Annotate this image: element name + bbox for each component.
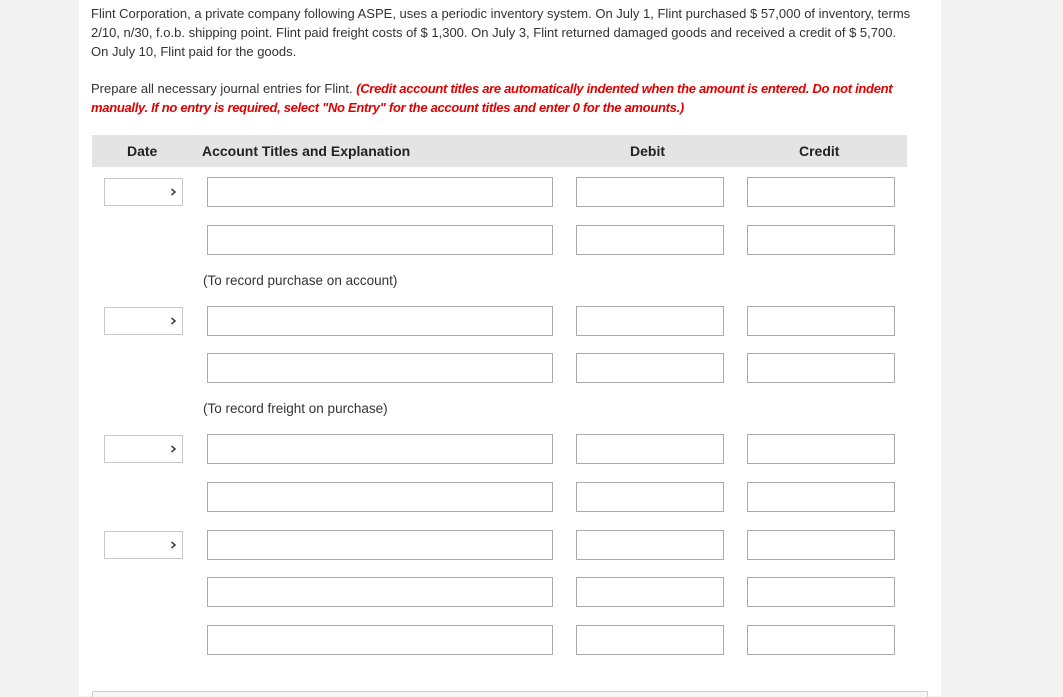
credit-input-2-1[interactable] [747, 306, 895, 336]
credit-input-1-1[interactable] [747, 177, 895, 207]
credit-input-3-2[interactable] [747, 482, 895, 512]
debit-input-2-2[interactable] [576, 353, 724, 383]
account-title-input-3-1[interactable] [207, 434, 553, 464]
journal-table-header [92, 135, 907, 167]
credit-input-2-2[interactable] [747, 353, 895, 383]
account-title-input-1-1[interactable] [207, 177, 553, 207]
account-title-input-2-1[interactable] [207, 306, 553, 336]
account-title-input-2-2[interactable] [207, 353, 553, 383]
instructions [91, 79, 931, 117]
chevron-down-icon [170, 443, 177, 455]
header-credit: Credit [799, 143, 840, 159]
debit-input-1-1[interactable] [576, 177, 724, 207]
debit-input-4-3[interactable] [576, 625, 724, 655]
entry-note-1: (To record purchase on account) [203, 273, 398, 288]
credit-input-4-2[interactable] [747, 577, 895, 607]
entry-note-2: (To record freight on purchase) [203, 401, 388, 416]
instructions-lead: Prepare all necessary journal entries for Flint. [91, 81, 357, 96]
debit-input-4-2[interactable] [576, 577, 724, 607]
debit-input-4-1[interactable] [576, 530, 724, 560]
account-title-input-3-2[interactable] [207, 482, 553, 512]
account-title-input-4-2[interactable] [207, 577, 553, 607]
debit-input-3-1[interactable] [576, 434, 724, 464]
credit-input-4-3[interactable] [747, 625, 895, 655]
account-title-input-4-3[interactable] [207, 625, 553, 655]
chevron-down-icon [170, 315, 177, 327]
date-select-3[interactable] [104, 435, 183, 463]
next-section-edge [92, 691, 928, 697]
date-select-2[interactable] [104, 307, 183, 335]
debit-input-3-2[interactable] [576, 482, 724, 512]
credit-input-3-1[interactable] [747, 434, 895, 464]
header-debit: Debit [630, 143, 665, 159]
problem-text: Flint Corporation, a private company following ASPE, uses a periodic inventory system. On July 1, Flint purchased $ 57,000 of inventory, terms 2/10, n/30, f.o.b. shipping point. Flint paid freight costs of $ 1,300. On July 3, Flint returned damaged goods and received a credit of $ 5,700. On July 10, Flint paid for the goods. [91, 6, 911, 59]
credit-input-4-1[interactable] [747, 530, 895, 560]
date-select-4[interactable] [104, 531, 183, 559]
header-date: Date [127, 143, 158, 159]
chevron-down-icon [170, 539, 177, 551]
credit-input-1-2[interactable] [747, 225, 895, 255]
account-title-input-1-2[interactable] [207, 225, 553, 255]
header-account-titles: Account Titles and Explanation [202, 143, 411, 159]
account-title-input-4-1[interactable] [207, 530, 553, 560]
date-select-1[interactable] [104, 178, 183, 206]
instructions-note: (Credit account titles are automatically indented when the amount is entered. Do not indent manually. If no entry is required, select "No Entry" for the account titles and enter 0 for the amounts.) [91, 81, 893, 115]
debit-input-2-1[interactable] [576, 306, 724, 336]
debit-input-1-2[interactable] [576, 225, 724, 255]
chevron-down-icon [170, 186, 177, 198]
